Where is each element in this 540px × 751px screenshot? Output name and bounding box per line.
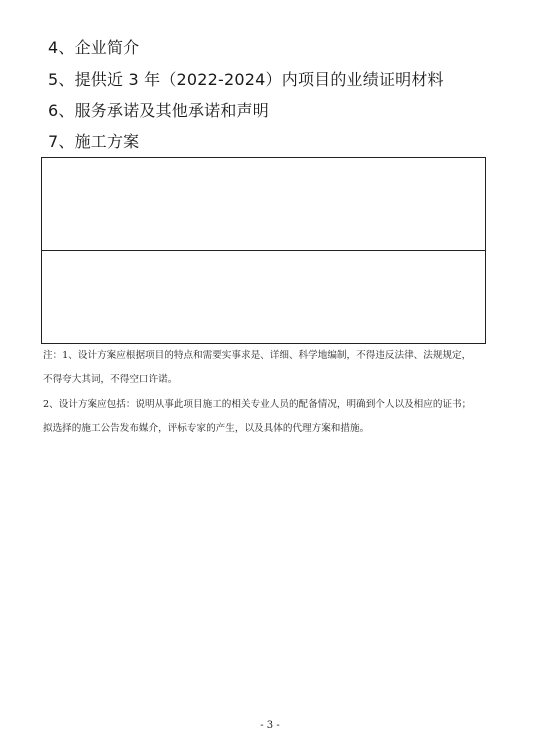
- section-heading-company-profile: 4、企业简介: [48, 38, 140, 57]
- note-1-line-1: 注：1、设计方案应根据项目的特点和需要实事求是、详细、科学地编制，不得违反法律、法规规定，: [43, 350, 472, 361]
- note-2-line-2: 拟选择的施工公告发布媒介，评标专家的产生，以及具体的代理方案和措施。: [43, 423, 370, 434]
- construction-plan-box-upper: [41, 157, 486, 251]
- note-1-line-2: 不得夸大其词，不得空口许诺。: [43, 374, 178, 385]
- construction-plan-box-lower: [41, 250, 486, 344]
- section-heading-performance-proof: 5、提供近 3 年（2022-2024）内项目的业绩证明材料: [48, 70, 444, 89]
- page-number: - 3 -: [260, 720, 280, 731]
- section-heading-service-commitment: 6、服务承诺及其他承诺和声明: [48, 101, 269, 120]
- section-heading-construction-plan: 7、施工方案: [48, 132, 140, 151]
- note-2-line-1: 2、设计方案应包括：说明从事此项目施工的相关专业人员的配备情况，明确到个人以及相应的证书；: [43, 399, 472, 410]
